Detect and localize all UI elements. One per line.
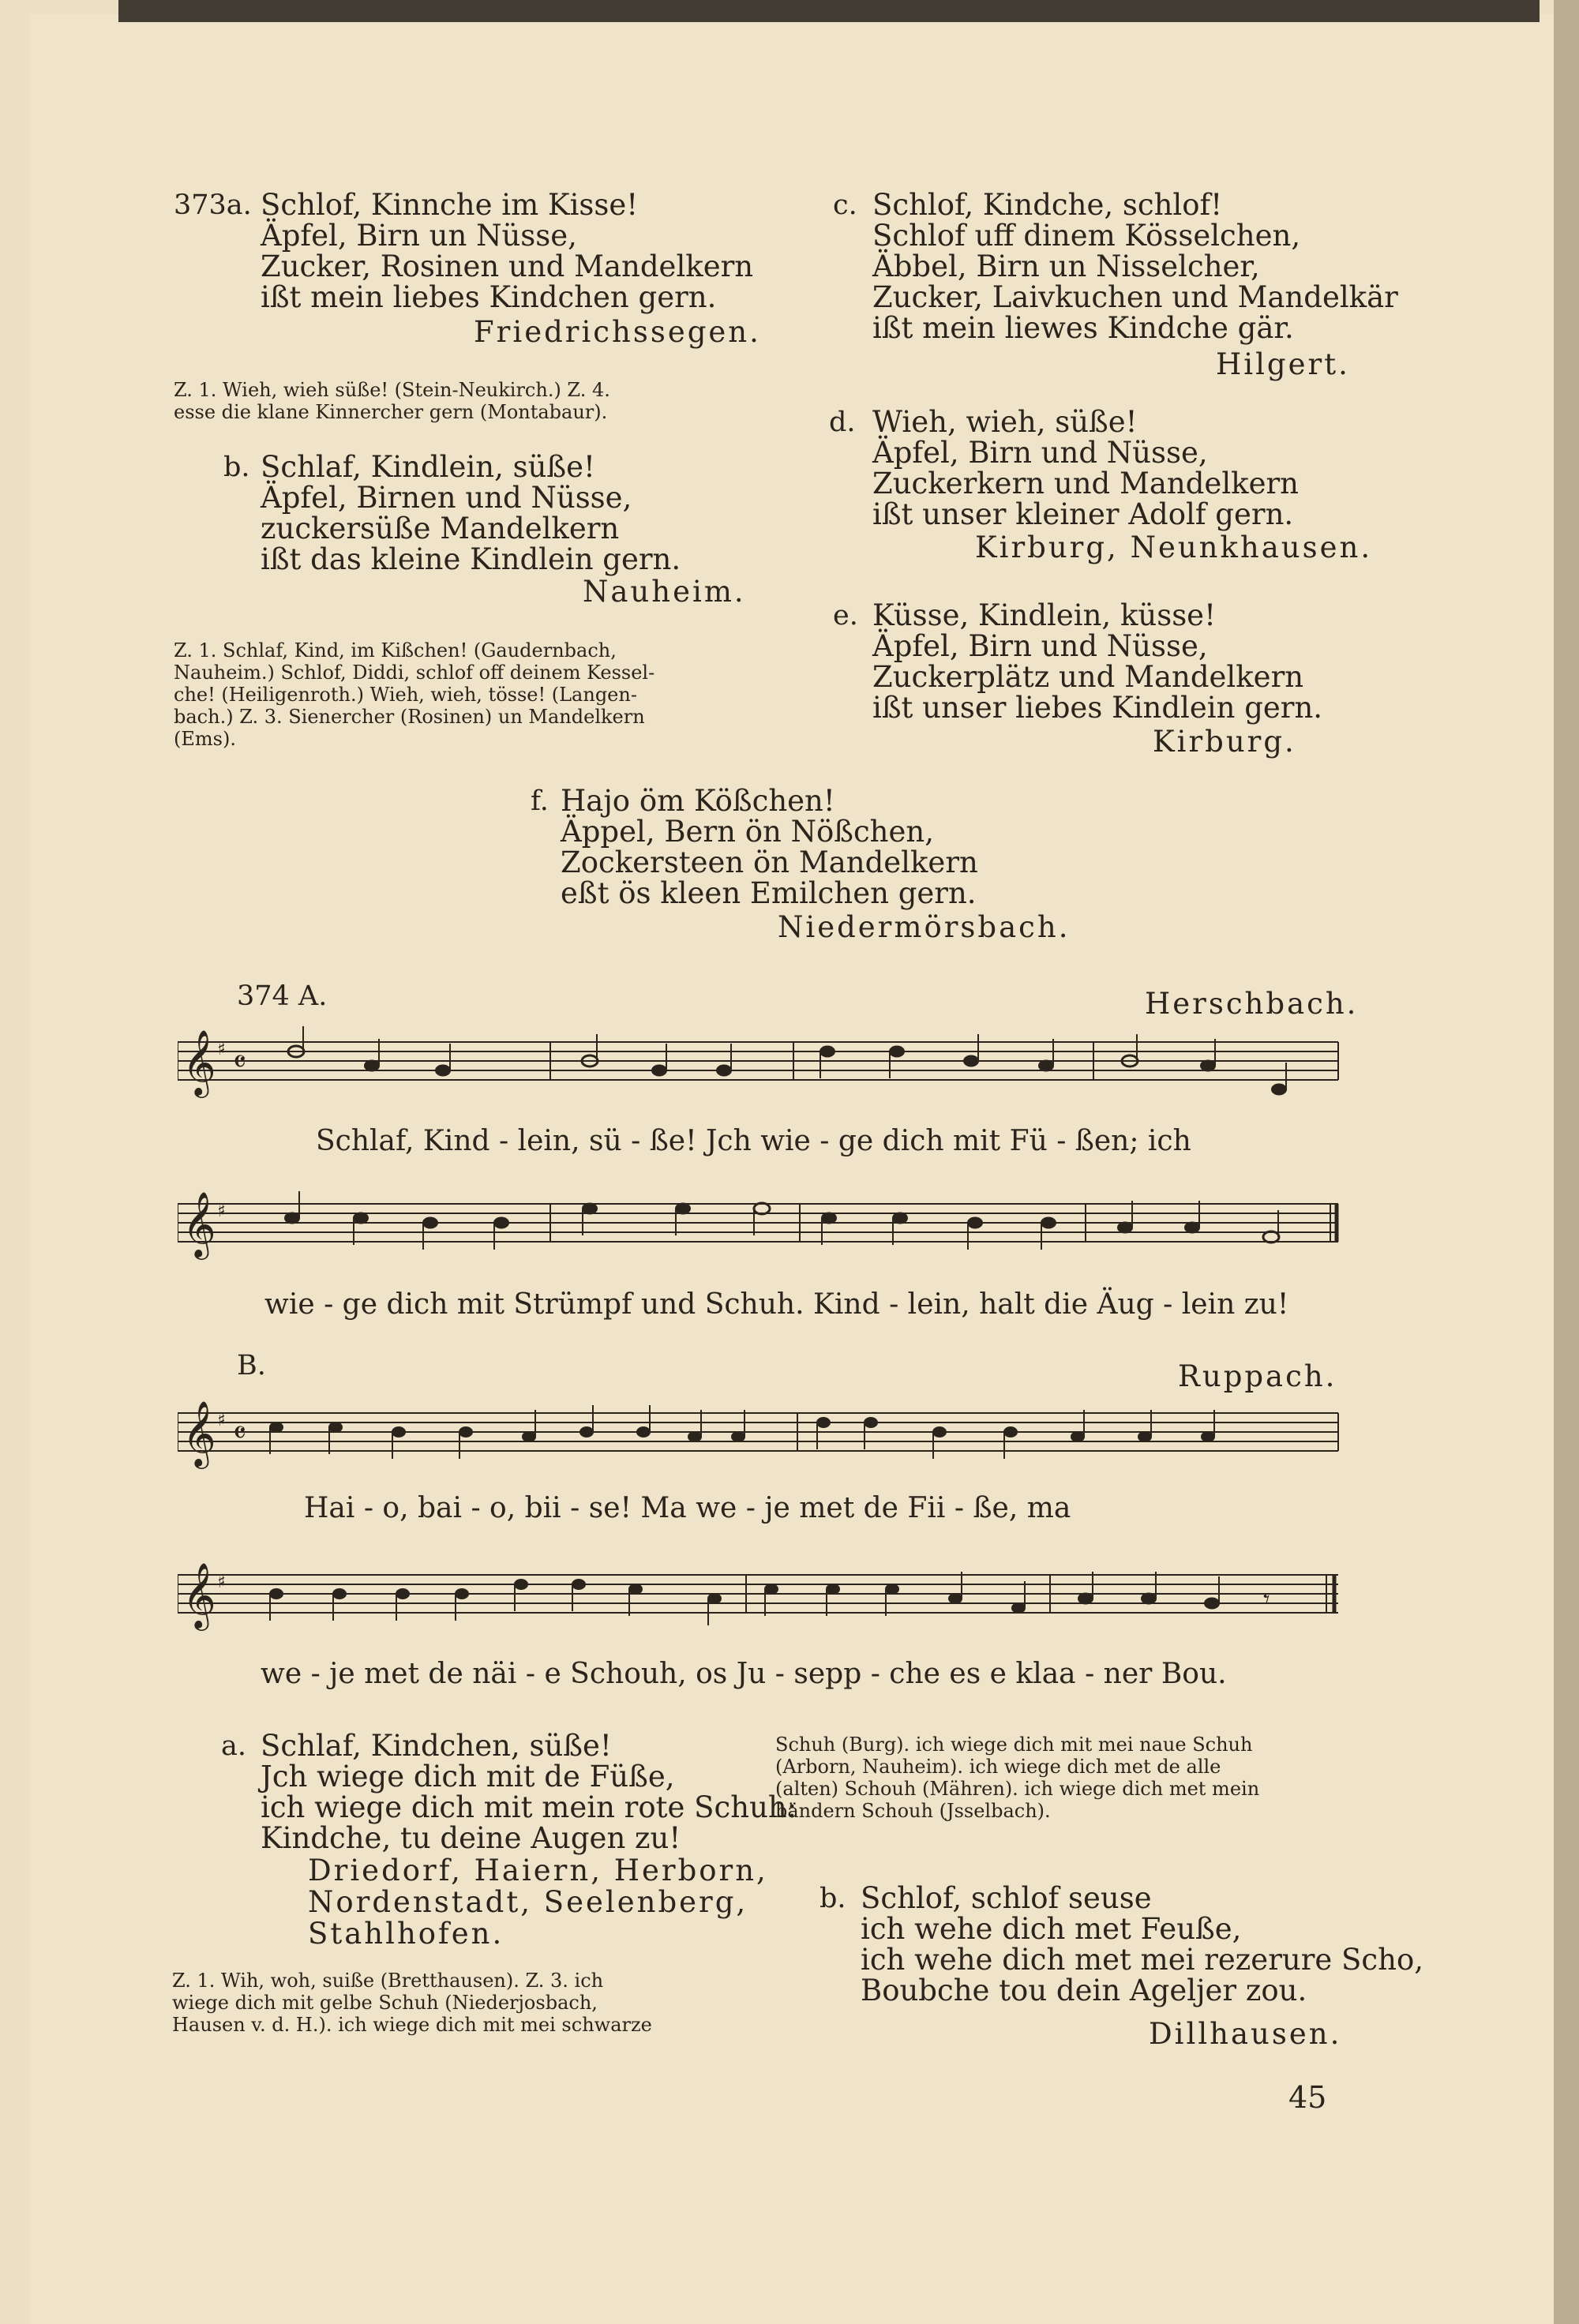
svg-text:♯: ♯	[217, 1411, 226, 1430]
verse-line: Äpfel, Birn un Nüsse,	[261, 219, 577, 253]
verse-line: Äpfel, Birn und Nüsse,	[872, 629, 1208, 663]
verse-373f	[561, 785, 978, 909]
svg-text:♯: ♯	[217, 1040, 226, 1059]
footnote-line: (Ems).	[174, 728, 236, 750]
music-staff-374b-2	[178, 1559, 1346, 1654]
music-staff-374b-1	[178, 1397, 1346, 1492]
svg-text:𝄞: 𝄞	[182, 1561, 216, 1628]
lyrics-374b-2: we - je met de näi - e Schouh, os Ju - sepp - che es e klaa - ner Bou.	[261, 1658, 1227, 1690]
footnote-line: Nauheim.) Schlof, Diddi, schlof off deinem Kessel-	[174, 662, 655, 684]
footnote-374-a	[172, 1970, 652, 2036]
svg-text:♯: ♯	[217, 1572, 226, 1592]
verse-line: ißt unser liebes Kindlein gern.	[872, 691, 1323, 725]
footnote-line: esse die klane Kinnercher gern (Montabaur).	[174, 401, 608, 423]
verse-label-373a: 373a.	[174, 189, 252, 221]
verse-label-374-b: b.	[820, 1883, 846, 1914]
verse-label-373e: e.	[833, 600, 858, 632]
verse-line: Äbbel, Birn un Nisselcher,	[872, 249, 1260, 283]
music-staff-374a-2	[178, 1188, 1346, 1283]
verse-line: Wieh, wieh, süße!	[872, 405, 1138, 439]
footnote-line: bach.) Z. 3. Sienercher (Rosinen) un Mandelkern	[174, 706, 645, 728]
place-line: Nordenstadt, Seelenberg,	[308, 1885, 748, 1919]
place-374a: Herschbach.	[1145, 987, 1359, 1021]
verse-374-b	[861, 1883, 1423, 2006]
verse-line: Zucker, Laivkuchen und Mandelkär	[872, 280, 1398, 314]
place-374-b: Dillhausen.	[1149, 2017, 1342, 2051]
verse-line: Kindche, tu deine Augen zu!	[261, 1821, 681, 1855]
svg-text:𝄾: 𝄾	[1263, 1584, 1270, 1614]
verse-line: ißt das kleine Kindlein gern.	[261, 542, 681, 576]
verse-373d	[872, 407, 1299, 530]
verse-line: ißt unser kleiner Adolf gern.	[872, 497, 1294, 531]
verse-line: Jch wiege dich mit de Füße,	[261, 1760, 675, 1794]
verse-line: Hajo öm Kößchen!	[561, 784, 835, 818]
footnote-line: Z. 1. Wieh, wieh süße! (Stein-Neukirch.) Z. 4.	[174, 379, 610, 401]
place-373b: Nauheim.	[583, 575, 746, 609]
footnote-line: wiege dich mit gelbe Schuh (Niederjosbach,	[172, 1992, 598, 2014]
verse-line: ich wehe dich met mei rezerure Scho,	[861, 1943, 1423, 1977]
footnote-line: Schuh (Burg). ich wiege dich mit mei naue Schuh	[775, 1734, 1253, 1756]
verse-373e	[872, 600, 1322, 723]
verse-line: ißt mein liewes Kindche gär.	[872, 311, 1294, 345]
verse-373c	[872, 189, 1398, 343]
lyrics-374a-1: Schlaf, Kind - lein, sü - ße! Jch wie - ge dich mit Fü - ßen; ich	[316, 1125, 1191, 1157]
verse-label-373f: f.	[531, 785, 549, 817]
book-top-edge	[118, 0, 1540, 22]
svg-text:𝄞: 𝄞	[182, 1400, 216, 1466]
svg-text:♯: ♯	[217, 1201, 226, 1221]
footnote-line: che! (Heiligenroth.) Wieh, wieh, tösse! (Langen-	[174, 684, 637, 706]
verse-line: ich wehe dich met Feuße,	[861, 1912, 1242, 1946]
page-number: 45	[1288, 2080, 1327, 2115]
footnote-373b	[174, 639, 654, 750]
verse-line: Schlof uff dinem Kösselchen,	[872, 219, 1301, 253]
lyrics-374b-1: Hai - o, bai - o, bii - se! Ma we - je met de Fii - ße, ma	[304, 1492, 1071, 1524]
verse-line: Schlof, schlof seuse	[861, 1881, 1152, 1915]
verse-line: Äpfel, Birnen und Nüsse,	[261, 481, 632, 515]
svg-text:𝄞: 𝄞	[182, 1029, 216, 1095]
verse-line: Zuckerplätz und Mandelkern	[872, 660, 1304, 694]
place-373f: Niedermörsbach.	[778, 910, 1071, 944]
footnote-line: Z. 1. Wih, woh, suiße (Bretthausen). Z. 3. ich	[172, 1970, 604, 1992]
verse-line: Äpfel, Birn und Nüsse,	[872, 436, 1208, 470]
book-right-edge	[1554, 0, 1579, 2324]
place-373c: Hilgert.	[1216, 347, 1350, 381]
place-373e: Kirburg.	[1153, 725, 1296, 759]
svg-text:𝄞: 𝄞	[182, 1190, 216, 1257]
melody-label-374b: B.	[237, 1350, 266, 1381]
verse-line: Schlaf, Kindlein, süße!	[261, 450, 595, 484]
footnote-373a	[174, 379, 610, 423]
footnote-line: (alten) Schouh (Mähren). ich wiege dich met mein	[775, 1778, 1260, 1800]
footnote-374-a-continued	[775, 1734, 1259, 1822]
verse-line: ißt mein liebes Kindchen gern.	[261, 280, 717, 314]
place-373d: Kirburg, Neunkhausen.	[975, 530, 1373, 564]
verse-373a	[261, 189, 753, 313]
verse-line: Zuckerkern und Mandelkern	[872, 467, 1299, 500]
melody-label-374a: 374 A.	[237, 980, 328, 1012]
place-374b: Ruppach.	[1178, 1359, 1337, 1393]
music-staff-374a-1	[178, 1026, 1346, 1121]
verse-label-373d: d.	[829, 407, 856, 438]
verse-line: Zucker, Rosinen und Mandelkern	[261, 249, 754, 283]
verse-line: ich wiege dich mit mein rote Schuh:	[261, 1790, 797, 1824]
svg-text:𝄴: 𝄴	[233, 1044, 246, 1079]
footnote-line: Hausen v. d. H.). ich wiege dich mit mei schwarze	[172, 2014, 652, 2036]
verse-line: Schlof, Kindche, schlof!	[872, 188, 1223, 222]
place-line: Stahlhofen.	[308, 1917, 504, 1951]
verse-label-374-a: a.	[221, 1730, 246, 1762]
verse-line: Küsse, Kindlein, küsse!	[872, 598, 1216, 632]
place-line: Driedorf, Haiern, Herborn,	[308, 1854, 768, 1887]
place-374-a	[308, 1855, 768, 1950]
verse-373b	[261, 452, 681, 575]
verse-line: Schlof, Kinnche im Kisse!	[261, 188, 639, 222]
verse-line: zuckersüße Mandelkern	[261, 512, 620, 545]
verse-line: Schlaf, Kindchen, süße!	[261, 1729, 612, 1763]
verse-label-373b: b.	[223, 452, 250, 483]
footnote-line: Z. 1. Schlaf, Kind, im Kißchen! (Gaudernbach,	[174, 639, 617, 662]
lyrics-374a-2: wie - ge dich mit Strümpf und Schuh. Kind - lein, halt die Äug - lein zu!	[264, 1288, 1289, 1321]
verse-line: eßt ös kleen Emilchen gern.	[561, 876, 977, 910]
footnote-line: bändern Schouh (Jsselbach).	[775, 1800, 1051, 1822]
verse-line: Äppel, Bern ön Nößchen,	[561, 815, 934, 849]
place-373a: Friedrichssegen.	[474, 315, 761, 349]
svg-text:𝄴: 𝄴	[233, 1415, 246, 1450]
verse-line: Zockersteen ön Mandelkern	[561, 845, 978, 879]
verse-line: Boubche tou dein Ageljer zou.	[861, 1974, 1307, 2007]
verse-label-373c: c.	[833, 189, 857, 221]
verse-374-a	[261, 1730, 797, 1854]
footnote-line: (Arborn, Nauheim). ich wiege dich met de alle	[775, 1756, 1221, 1778]
